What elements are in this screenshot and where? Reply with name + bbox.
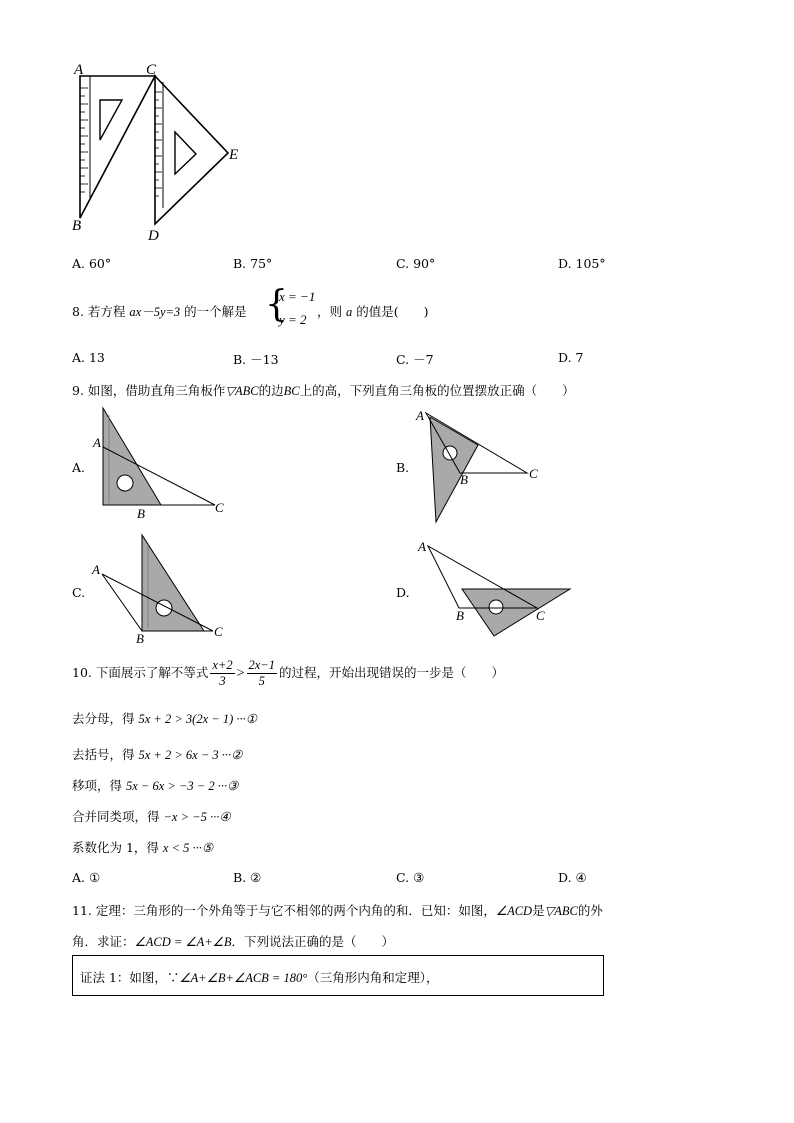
q9-side: BC (283, 384, 300, 398)
q9-figure-a[interactable] (95, 405, 235, 523)
q8-prefix: 8. 若方程 (72, 304, 126, 319)
q7-label-d: D (148, 228, 159, 244)
q11-proof-a: 证法 1：如图，∵ (80, 970, 180, 985)
q9-stem-a: 9. 如图，借助直角三角板作 (72, 383, 226, 398)
q10-frac1-den: 3 (219, 674, 226, 688)
q7-figure (70, 58, 250, 243)
q9b-label-c: C (529, 466, 538, 481)
q7-label-e: E (229, 147, 239, 163)
q10-step-5-label: 系数化为 1，得 (72, 840, 159, 855)
q10-gt: > (236, 666, 245, 681)
q10-step-3-expr: 5x − 6x > −3 − 2 ···③ (126, 779, 239, 793)
q7-label-a: A (74, 62, 84, 78)
q9b-label-b: B (460, 472, 468, 487)
q9d-label-b: B (456, 608, 464, 623)
q11-line-1 (72, 901, 603, 919)
q10-stem-b: 的过程，开始出现错误的一步是（ ） (278, 665, 504, 680)
q9d-label-a: A (418, 539, 426, 554)
q8-brace: { (265, 284, 288, 325)
q10-frac1-num: x+2 (212, 658, 233, 672)
q8-var: a (346, 305, 353, 319)
q8-end: 的值是( ) (356, 304, 429, 319)
q8-option-d[interactable]: D. 7 (558, 350, 584, 365)
q9a-label-c: C (215, 500, 224, 515)
q7-option-b[interactable]: B. 75° (233, 256, 273, 271)
q10-fraction-2 (247, 658, 277, 689)
q10-step-3 (72, 776, 238, 794)
q9-figure-b[interactable] (412, 405, 552, 525)
q7-option-a[interactable]: A. 60° (72, 256, 112, 271)
q11-line2-a: 角．求证： (72, 934, 135, 949)
q11-proof-expr: ∠A+∠B+∠ACB = 180° (179, 971, 308, 985)
q11-proof-b: （三角形内角和定理）， (307, 970, 439, 985)
q10-step-1-label: 去分母，得 (72, 711, 135, 726)
q8-option-b[interactable]: B. －13 (233, 352, 279, 367)
q10-step-5 (72, 838, 213, 856)
q10-option-c[interactable]: C. ③ (396, 870, 425, 885)
q11-proof-line (80, 968, 439, 986)
q11-line-2 (72, 932, 394, 950)
q11-line1-angle: ∠ACD (495, 904, 533, 918)
q9-triangle: ▽ABC (225, 384, 259, 398)
q11-line2-b: ．下列说法正确的是（ ） (231, 934, 395, 949)
q9-option-b-label[interactable]: B. (396, 460, 410, 475)
q8-option-c[interactable]: C. －7 (396, 352, 434, 367)
q8-suffix: ，则 (317, 304, 343, 319)
q11-line1-c: 的外 (577, 903, 603, 918)
q9a-label-a: A (93, 435, 101, 450)
q10-step-1 (72, 709, 257, 727)
q10-step-2-label: 去括号，得 (72, 747, 135, 762)
q9-figure-c[interactable] (88, 532, 233, 647)
q7-left-set-square (80, 76, 155, 218)
q9d-label-c: C (536, 608, 545, 623)
q10-step-1-expr: 5x + 2 > 3(2x − 1) ···① (138, 712, 257, 726)
q9c-label-b: B (136, 631, 144, 646)
q9c-label-a: A (92, 562, 100, 577)
q10-fraction-1 (210, 658, 234, 689)
q7-label-c: C (146, 62, 157, 78)
q10-step-4-label: 合并同类项，得 (72, 809, 160, 824)
q9-option-a-label[interactable]: A. (72, 460, 86, 475)
q9-option-c-label[interactable]: C. (72, 585, 86, 600)
q11-line1-a: 11. 定理：三角形的一个外角等于与它不相邻的两个内角的和．已知：如图， (72, 903, 496, 918)
q8-system-line-2: y = 2 (279, 312, 307, 327)
q10-frac2-num: 2x−1 (248, 658, 275, 672)
q9a-label-b: B (137, 506, 145, 521)
q8-system-line-1: x = −1 (279, 289, 316, 304)
q7-option-d[interactable]: D. 105° (558, 256, 606, 271)
q9-stem-b: 的边 (258, 383, 284, 398)
q8-system (265, 284, 325, 331)
q8-stem (72, 302, 247, 320)
q10-step-4-expr: −x > −5 ···④ (163, 810, 231, 824)
q9-stem-c: 上的高，下列直角三角板的位置摆放正确（ ） (299, 383, 575, 398)
q10-option-a[interactable]: A. ① (72, 870, 101, 885)
q10-stem (72, 656, 504, 691)
q10-step-3-label: 移项，得 (72, 778, 123, 793)
q8-equation: ax－5y=3 (129, 305, 181, 319)
q8-mid: 的一个解是 (184, 304, 247, 319)
q10-option-b[interactable]: B. ② (233, 870, 262, 885)
q9b-label-a: A (416, 408, 424, 423)
q9c-label-c: C (214, 624, 223, 639)
q10-frac2-den: 5 (258, 674, 265, 688)
q11-line1-tri: ▽ABC (544, 904, 578, 918)
q7-label-b: B (72, 218, 82, 234)
q9-stem (72, 381, 575, 399)
q9-figure-d[interactable] (412, 536, 577, 641)
q10-step-2-expr: 5x + 2 > 6x − 3 ···② (138, 748, 243, 762)
q11-line1-b: 是 (532, 903, 545, 918)
q9-option-d-label[interactable]: D. (396, 585, 410, 600)
q8-option-a[interactable]: A. 13 (72, 350, 105, 365)
q10-step-2 (72, 745, 242, 763)
q8-stem-end (317, 302, 429, 320)
q11-proof-box (72, 955, 604, 996)
q10-step-4 (72, 807, 231, 825)
q10-step-5-expr: x < 5 ···⑤ (162, 841, 214, 855)
q11-line2-expr: ∠ACD = ∠A+∠B (134, 935, 232, 949)
q10-option-d[interactable]: D. ④ (558, 870, 587, 885)
q10-stem-a: 10. 下面展示了解不等式 (72, 665, 209, 680)
q7-option-c[interactable]: C. 90° (396, 256, 436, 271)
